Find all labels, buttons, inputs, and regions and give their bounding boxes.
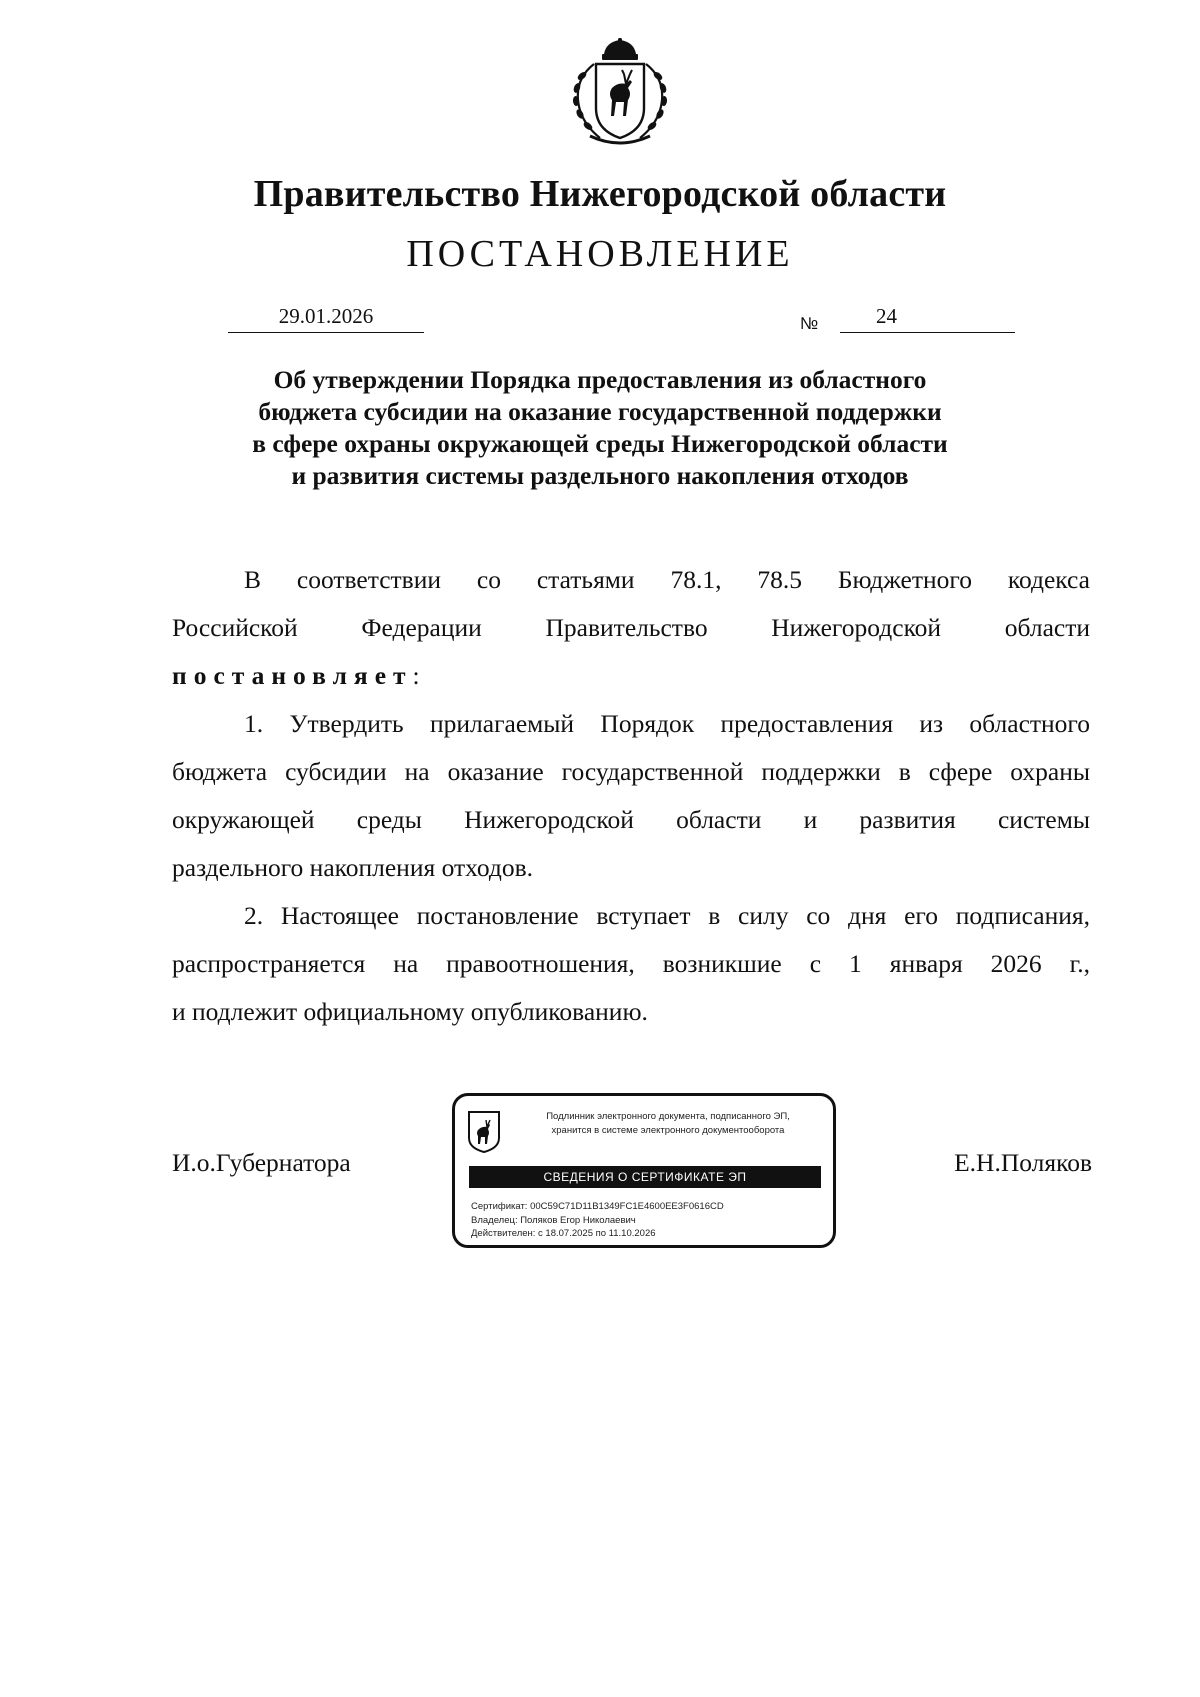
certificate-number: Сертификат: 00C59C71D11B1349FC1E4600EE3F0616CD bbox=[471, 1201, 724, 1212]
electronic-signature-stamp bbox=[452, 1093, 836, 1248]
stamp-note bbox=[523, 1110, 813, 1138]
subject-line: бюджета субсидии на оказание государственной поддержки bbox=[258, 397, 942, 426]
subject-line: в сфере охраны окружающей среды Нижегородской области bbox=[252, 429, 948, 458]
document-number bbox=[840, 304, 1015, 333]
document-date-value: 29.01.2026 bbox=[278, 304, 374, 328]
item1-line: бюджета субсидии на оказание государственной поддержки в сфере охраны bbox=[172, 757, 1090, 786]
item1-line: раздельного накопления отходов. bbox=[172, 853, 534, 882]
item2-line: распространяется на правоотношения, возникшие с 1 января 2026 г., bbox=[172, 949, 1090, 978]
item1-line: окружающей среды Нижегородской области и развития системы bbox=[172, 805, 1090, 834]
stamp-note-line: хранится в системе электронного документооборота bbox=[551, 1125, 785, 1136]
preamble-line: Российской Федерации Правительство Нижегородской области bbox=[172, 613, 1090, 642]
item2-line: и подлежит официальному опубликованию. bbox=[172, 997, 648, 1026]
subject-line: и развития системы раздельного накопления отходов bbox=[291, 461, 909, 490]
certificate-owner: Владелец: Поляков Егор Николаевич bbox=[471, 1214, 636, 1226]
certificate-info bbox=[471, 1200, 724, 1241]
item1-line: 1. Утвердить прилагаемый Порядок предоставления из областного bbox=[244, 709, 1090, 738]
subject-line: Об утверждении Порядка предоставления из областного bbox=[273, 365, 927, 394]
item2-line: 2. Настоящее постановление вступает в силу со дня его подписания, bbox=[244, 901, 1090, 930]
resolves-word: постановляет bbox=[172, 661, 413, 690]
document-subject bbox=[200, 364, 1000, 492]
coat-of-arms-emblem bbox=[560, 38, 680, 150]
preamble-line: В соответствии со статьями 78.1, 78.5 Бюджетного кодекса bbox=[244, 565, 1090, 594]
document-body bbox=[172, 556, 1090, 1036]
document-type: ПОСТАНОВЛЕНИЕ bbox=[406, 233, 794, 275]
document-number-value: 24 bbox=[876, 304, 897, 328]
resolves-line bbox=[172, 652, 1090, 700]
signatory-name: Е.Н.Поляков bbox=[954, 1148, 1092, 1177]
organization-title: Правительство Нижегородской области bbox=[253, 173, 947, 215]
resolves-colon: : bbox=[412, 661, 420, 690]
signatory-position: И.о.Губернатора bbox=[172, 1148, 351, 1177]
region-emblem-icon bbox=[467, 1110, 501, 1154]
number-sign: № bbox=[800, 314, 819, 333]
document-date bbox=[228, 304, 424, 333]
certificate-validity: Действителен: с 18.07.2025 по 11.10.2026 bbox=[471, 1228, 656, 1239]
stamp-title: СВЕДЕНИЯ О СЕРТИФИКАТЕ ЭП bbox=[469, 1166, 821, 1188]
stamp-note-line: Подлинник электронного документа, подписанного ЭП, bbox=[546, 1111, 790, 1122]
